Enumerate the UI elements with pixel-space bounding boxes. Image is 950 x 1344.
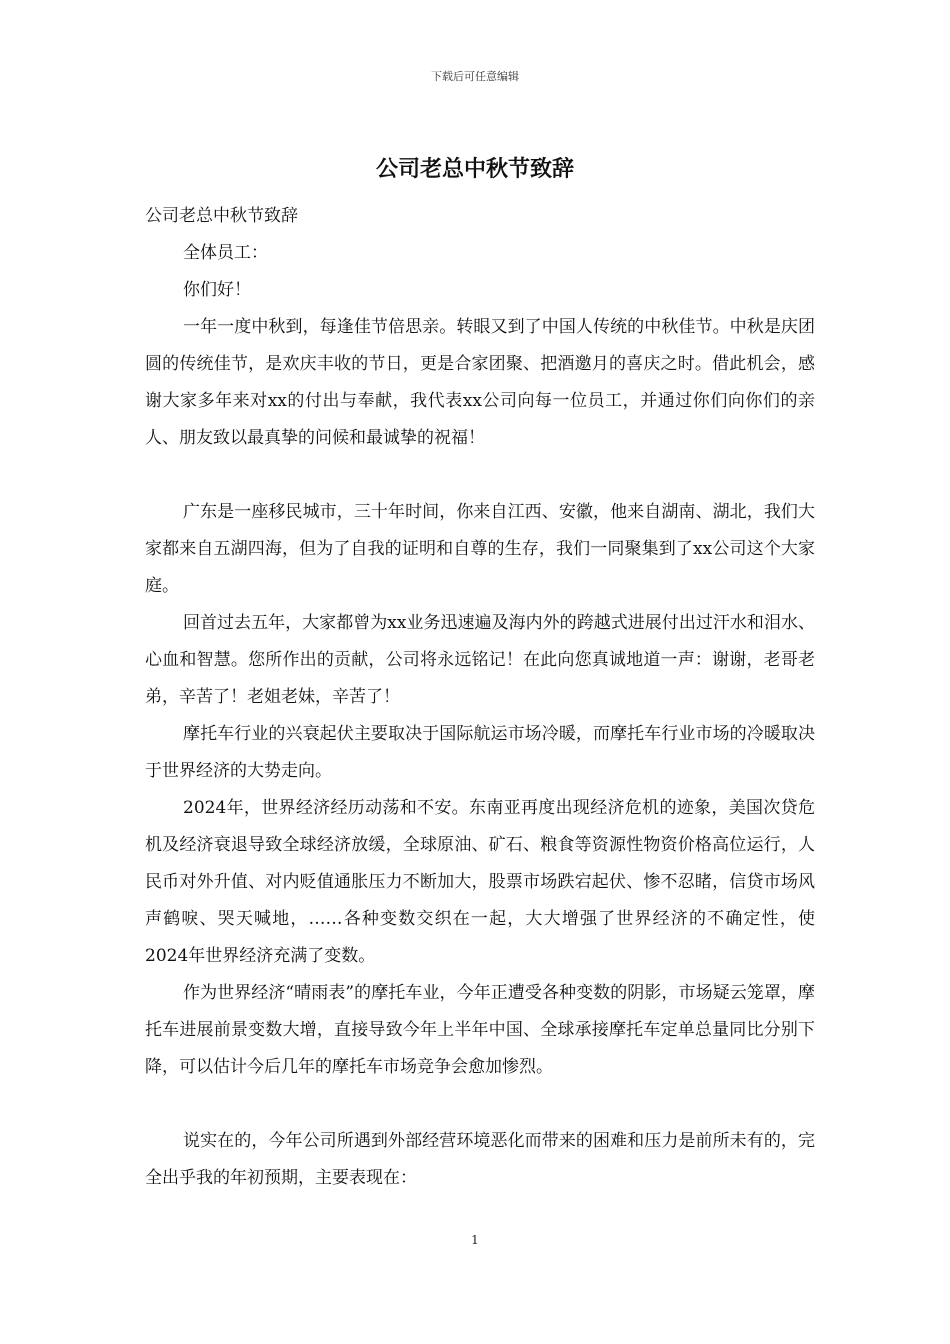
paragraph: 你们好！ [183, 280, 251, 300]
paragraph: 作为世界经济“晴雨表”的摩托车业，今年正遭受各种变数的阴影，市场疑云笼罩，摩托车进展前景变数大增，直接导致今年上半年中国、全球承接摩托车定单总量同比分别下降，可以估计今后几年的摩托车市场竞争会愈加惨烈。 [145, 983, 815, 1077]
paragraph: 说实在的，今年公司所遇到外部经营环境恶化而带来的困难和压力是前所未有的，完全出乎我的年初预期，主要表现在： [145, 1131, 815, 1188]
page-number: 1 [471, 1233, 479, 1247]
paragraph: 全体员工： [183, 243, 268, 263]
paragraph: 摩托车行业的兴衰起伏主要取决于国际航运市场冷暖，而摩托车行业市场的冷暖取决于世界经济的大势走向。 [145, 724, 815, 781]
paragraph: 公司老总中秋节致辞 [145, 206, 298, 226]
document-title: 公司老总中秋节致辞 [375, 156, 574, 182]
paragraph: 2024年，世界经济经历动荡和不安。东南亚再度出现经济危机的迹象，美国次贷危机及经济衰退导致全球经济放缓，全球原油、矿石、粮食等资源性物资价格高位运行，人民币对外升值、对内贬值通胀压力不断加大，股票市场跌宕起伏、惨不忍睹，信贷市场风声鹤唳、哭天喊地，……各种变数交织在一起，大大增强了世界经济的不确定性，使2024年世界经济充满了变数。 [145, 798, 815, 966]
page-header: 下载后可任意编辑 [431, 70, 519, 83]
paragraph: 一年一度中秋到，每逢佳节倍思亲。转眼又到了中国人传统的中秋佳节。中秋是庆团圆的传统佳节，是欢庆丰收的节日，更是合家团聚、把酒邀月的喜庆之时。借此机会，感谢大家多年来对xx的付出与奉献，我代表xx公司向每一位员工，并通过你们向你们的亲人、朋友致以最真挚的问候和最诚挚的祝福！ [145, 317, 815, 448]
document-body [145, 198, 815, 1197]
paragraph: 广东是一座移民城市，三十年时间，你来自江西、安徽，他来自湖南、湖北，我们大家都来自五湖四海，但为了自我的证明和自尊的生存，我们一同聚集到了xx公司这个大家庭。 [145, 502, 815, 596]
paragraph: 回首过去五年，大家都曾为xx业务迅速遍及海内外的跨越式进展付出过汗水和泪水、心血和智慧。您所作出的贡献，公司将永远铭记！在此向您真诚地道一声：谢谢，老哥老弟，辛苦了！老姐老妹，辛苦了！ [145, 613, 815, 707]
